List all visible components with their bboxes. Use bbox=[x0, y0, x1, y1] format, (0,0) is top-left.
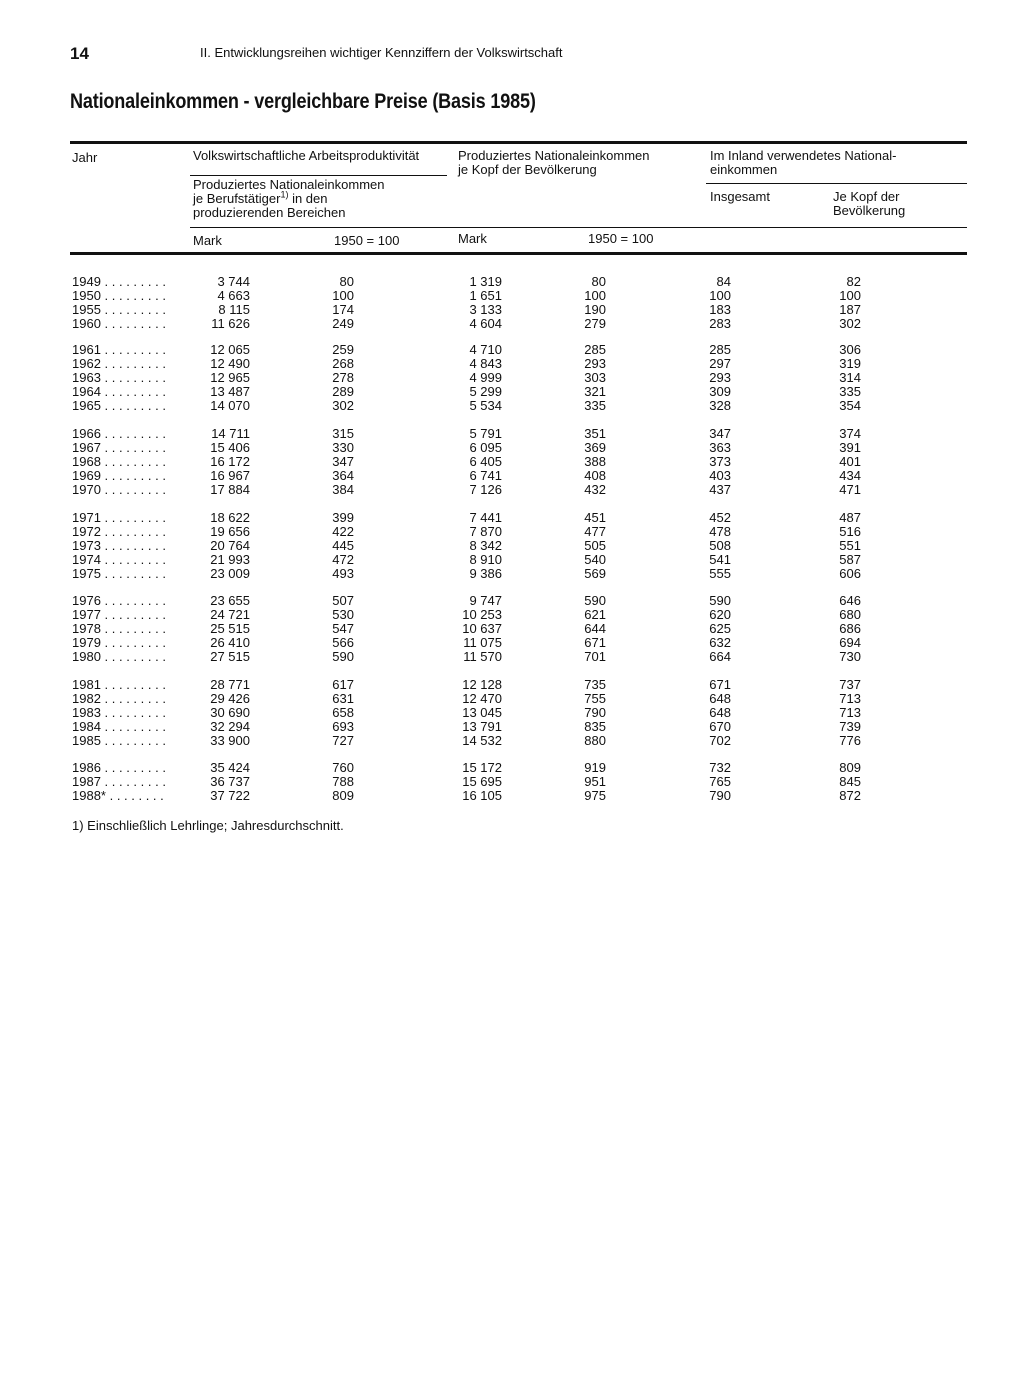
index-cell: 422 bbox=[332, 523, 354, 539]
index-cell: 335 bbox=[839, 383, 861, 399]
top-rule bbox=[70, 141, 967, 144]
index-cell: 516 bbox=[839, 523, 861, 539]
index-cell: 620 bbox=[709, 606, 731, 622]
index-cell: 776 bbox=[839, 732, 861, 748]
header-insgesamt: Insgesamt bbox=[710, 189, 770, 204]
index-cell: 760 bbox=[332, 760, 354, 775]
table-row bbox=[0, 441, 1024, 455]
index-cell: 590 bbox=[584, 593, 606, 608]
year-cell: 1982 . . . . . . . . . bbox=[72, 690, 166, 706]
value-cell: 19 656 bbox=[210, 523, 250, 539]
index-cell: 432 bbox=[584, 481, 606, 497]
table-row bbox=[0, 275, 1024, 289]
value-cell: 36 737 bbox=[210, 773, 250, 789]
index-cell: 555 bbox=[709, 565, 731, 581]
table-row bbox=[0, 469, 1024, 483]
value-cell: 8 115 bbox=[218, 301, 250, 317]
index-cell: 551 bbox=[839, 537, 861, 553]
index-cell: 809 bbox=[332, 787, 354, 803]
year-cell: 1964 . . . . . . . . . bbox=[72, 383, 166, 399]
index-cell: 100 bbox=[709, 287, 731, 303]
index-cell: 249 bbox=[332, 315, 354, 331]
index-cell: 686 bbox=[839, 620, 861, 636]
index-cell: 401 bbox=[839, 453, 861, 469]
table-row bbox=[0, 789, 1024, 803]
header-line: Im Inland verwendetes National- bbox=[710, 148, 897, 163]
value-cell: 11 626 bbox=[211, 315, 250, 331]
table-row bbox=[0, 678, 1024, 692]
value-cell: 11 570 bbox=[463, 648, 502, 664]
index-cell: 790 bbox=[584, 704, 606, 720]
value-cell: 21 993 bbox=[210, 551, 250, 567]
table-row bbox=[0, 539, 1024, 553]
index-cell: 566 bbox=[332, 634, 354, 650]
header-line: je Kopf der Bevölkerung bbox=[458, 162, 597, 177]
index-cell: 471 bbox=[839, 481, 861, 497]
index-cell: 408 bbox=[584, 467, 606, 483]
table-row bbox=[0, 427, 1024, 441]
index-cell: 452 bbox=[709, 510, 731, 525]
index-cell: 190 bbox=[584, 301, 606, 317]
index-cell: 569 bbox=[584, 565, 606, 581]
value-cell: 4 663 bbox=[217, 287, 250, 303]
value-cell: 9 386 bbox=[469, 565, 502, 581]
index-cell: 100 bbox=[332, 287, 354, 303]
year-cell: 1988* . . . . . . . . bbox=[72, 787, 164, 803]
index-cell: 713 bbox=[839, 704, 861, 720]
header-jahr: Jahr bbox=[72, 150, 98, 165]
header-je-kopf bbox=[833, 190, 905, 218]
index-cell: 680 bbox=[839, 606, 861, 622]
index-cell: 845 bbox=[839, 773, 861, 789]
index-cell: 335 bbox=[584, 397, 606, 413]
year-cell: 1966 . . . . . . . . . bbox=[72, 426, 166, 441]
year-cell: 1972 . . . . . . . . . bbox=[72, 523, 166, 539]
index-cell: 694 bbox=[839, 634, 861, 650]
rule-units bbox=[190, 227, 967, 228]
value-cell: 10 637 bbox=[462, 620, 502, 636]
page-number: 14 bbox=[70, 44, 89, 63]
value-cell: 4 710 bbox=[469, 342, 502, 357]
index-cell: 530 bbox=[332, 606, 354, 622]
table-row bbox=[0, 399, 1024, 413]
table-row bbox=[0, 483, 1024, 497]
running-head: II. Entwicklungsreihen wichtiger Kennziffern der Volkswirtschaft bbox=[200, 45, 563, 60]
year-cell: 1981 . . . . . . . . . bbox=[72, 677, 166, 692]
index-cell: 374 bbox=[839, 426, 861, 441]
value-cell: 8 342 bbox=[469, 537, 502, 553]
index-cell: 507 bbox=[332, 593, 354, 608]
index-cell: 478 bbox=[709, 523, 731, 539]
index-cell: 664 bbox=[709, 648, 731, 664]
value-cell: 12 128 bbox=[462, 677, 502, 692]
year-cell: 1976 . . . . . . . . . bbox=[72, 593, 166, 608]
index-cell: 403 bbox=[709, 467, 731, 483]
index-cell: 369 bbox=[584, 439, 606, 455]
index-cell: 880 bbox=[584, 732, 606, 748]
table-row bbox=[0, 303, 1024, 317]
index-cell: 351 bbox=[584, 426, 606, 441]
index-cell: 321 bbox=[584, 383, 606, 399]
index-cell: 732 bbox=[709, 760, 731, 775]
header-text: je Berufstätiger bbox=[193, 191, 281, 206]
value-cell: 4 843 bbox=[469, 355, 502, 371]
index-cell: 293 bbox=[584, 355, 606, 371]
index-cell: 278 bbox=[332, 369, 354, 385]
table-row bbox=[0, 608, 1024, 622]
index-cell: 279 bbox=[584, 315, 606, 331]
index-cell: 541 bbox=[709, 551, 731, 567]
index-cell: 80 bbox=[339, 274, 354, 289]
table-row bbox=[0, 371, 1024, 385]
table-row bbox=[0, 385, 1024, 399]
year-cell: 1986 . . . . . . . . . bbox=[72, 760, 166, 775]
index-cell: 621 bbox=[584, 606, 606, 622]
index-cell: 788 bbox=[332, 773, 354, 789]
index-cell: 951 bbox=[584, 773, 606, 789]
unit-index-1: 1950 = 100 bbox=[334, 233, 400, 248]
table-row bbox=[0, 761, 1024, 775]
index-cell: 82 bbox=[846, 274, 861, 289]
index-cell: 364 bbox=[332, 467, 354, 483]
year-cell: 1974 . . . . . . . . . bbox=[72, 551, 166, 567]
index-cell: 477 bbox=[584, 523, 606, 539]
year-cell: 1987 . . . . . . . . . bbox=[72, 773, 166, 789]
index-cell: 493 bbox=[332, 565, 354, 581]
value-cell: 10 253 bbox=[462, 606, 502, 622]
value-cell: 6 741 bbox=[469, 467, 502, 483]
unit-mark-1: Mark bbox=[193, 233, 222, 248]
index-cell: 809 bbox=[839, 760, 861, 775]
value-cell: 15 695 bbox=[462, 773, 502, 789]
header-produziert-je-berufstaetiger bbox=[193, 178, 384, 220]
year-cell: 1971 . . . . . . . . . bbox=[72, 510, 166, 525]
header-line: Produziertes Nationaleinkommen bbox=[193, 177, 385, 192]
value-cell: 33 900 bbox=[210, 732, 250, 748]
value-cell: 6 405 bbox=[469, 453, 502, 469]
value-cell: 29 426 bbox=[210, 690, 250, 706]
table-row bbox=[0, 317, 1024, 331]
header-arbeitsproduktivitaet: Volkswirtschaftliche Arbeitsproduktivität bbox=[193, 148, 420, 163]
value-cell: 3 744 bbox=[217, 274, 250, 289]
value-cell: 30 690 bbox=[210, 704, 250, 720]
table-row bbox=[0, 734, 1024, 748]
year-cell: 1968 . . . . . . . . . bbox=[72, 453, 166, 469]
index-cell: 508 bbox=[709, 537, 731, 553]
year-cell: 1985 . . . . . . . . . bbox=[72, 732, 166, 748]
value-cell: 25 515 bbox=[210, 620, 250, 636]
table-row bbox=[0, 650, 1024, 664]
index-cell: 739 bbox=[839, 718, 861, 734]
value-cell: 17 884 bbox=[210, 481, 250, 497]
year-cell: 1975 . . . . . . . . . bbox=[72, 565, 166, 581]
year-cell: 1961 . . . . . . . . . bbox=[72, 342, 166, 357]
value-cell: 15 172 bbox=[462, 760, 502, 775]
rule-arbeitsproduktivitaet bbox=[190, 175, 447, 176]
index-cell: 547 bbox=[332, 620, 354, 636]
header-bottom-rule bbox=[70, 252, 967, 255]
index-cell: 302 bbox=[839, 315, 861, 331]
value-cell: 35 424 bbox=[210, 760, 250, 775]
value-cell: 12 065 bbox=[210, 342, 250, 357]
index-cell: 297 bbox=[709, 355, 731, 371]
index-cell: 293 bbox=[709, 369, 731, 385]
index-cell: 306 bbox=[839, 342, 861, 357]
index-cell: 434 bbox=[839, 467, 861, 483]
table-row bbox=[0, 636, 1024, 650]
year-cell: 1970 . . . . . . . . . bbox=[72, 481, 166, 497]
header-line: Produziertes Nationaleinkommen bbox=[458, 148, 650, 163]
index-cell: 314 bbox=[839, 369, 861, 385]
index-cell: 735 bbox=[584, 677, 606, 692]
index-cell: 373 bbox=[709, 453, 731, 469]
index-cell: 702 bbox=[709, 732, 731, 748]
index-cell: 713 bbox=[839, 690, 861, 706]
value-cell: 14 532 bbox=[462, 732, 502, 748]
index-cell: 391 bbox=[839, 439, 861, 455]
index-cell: 644 bbox=[584, 620, 606, 636]
value-cell: 4 604 bbox=[469, 315, 502, 331]
index-cell: 671 bbox=[709, 677, 731, 692]
index-cell: 648 bbox=[709, 690, 731, 706]
value-cell: 16 105 bbox=[462, 787, 502, 803]
index-cell: 658 bbox=[332, 704, 354, 720]
value-cell: 16 967 bbox=[210, 467, 250, 483]
index-cell: 590 bbox=[332, 648, 354, 664]
table-row bbox=[0, 567, 1024, 581]
index-cell: 100 bbox=[584, 287, 606, 303]
table-row bbox=[0, 525, 1024, 539]
value-cell: 14 711 bbox=[211, 426, 250, 441]
year-cell: 1973 . . . . . . . . . bbox=[72, 537, 166, 553]
index-cell: 765 bbox=[709, 773, 731, 789]
unit-mark-2: Mark bbox=[458, 231, 487, 246]
index-cell: 302 bbox=[332, 397, 354, 413]
year-cell: 1978 . . . . . . . . . bbox=[72, 620, 166, 636]
index-cell: 505 bbox=[584, 537, 606, 553]
value-cell: 11 075 bbox=[463, 634, 502, 650]
index-cell: 283 bbox=[709, 315, 731, 331]
footnote-marker: 1) bbox=[280, 189, 289, 200]
index-cell: 730 bbox=[839, 648, 861, 664]
index-cell: 625 bbox=[709, 620, 731, 636]
value-cell: 28 771 bbox=[210, 677, 250, 692]
index-cell: 363 bbox=[709, 439, 731, 455]
index-cell: 309 bbox=[709, 383, 731, 399]
index-cell: 285 bbox=[709, 342, 731, 357]
value-cell: 5 791 bbox=[469, 426, 502, 441]
value-cell: 13 791 bbox=[462, 718, 502, 734]
value-cell: 3 133 bbox=[469, 301, 502, 317]
index-cell: 755 bbox=[584, 690, 606, 706]
index-cell: 259 bbox=[332, 342, 354, 357]
value-cell: 5 534 bbox=[469, 397, 502, 413]
value-cell: 1 651 bbox=[469, 287, 502, 303]
table-row bbox=[0, 511, 1024, 525]
index-cell: 384 bbox=[332, 481, 354, 497]
table-row bbox=[0, 706, 1024, 720]
table-row bbox=[0, 622, 1024, 636]
year-cell: 1963 . . . . . . . . . bbox=[72, 369, 166, 385]
table-row bbox=[0, 289, 1024, 303]
index-cell: 183 bbox=[709, 301, 731, 317]
index-cell: 693 bbox=[332, 718, 354, 734]
index-cell: 399 bbox=[332, 510, 354, 525]
value-cell: 12 965 bbox=[210, 369, 250, 385]
index-cell: 347 bbox=[332, 453, 354, 469]
table-title: Nationaleinkommen - vergleichbare Preise (Basis 1985) bbox=[70, 90, 536, 113]
header-produziert-je-kopf bbox=[458, 149, 649, 177]
value-cell: 12 470 bbox=[462, 690, 502, 706]
year-cell: 1967 . . . . . . . . . bbox=[72, 439, 166, 455]
index-cell: 671 bbox=[584, 634, 606, 650]
index-cell: 790 bbox=[709, 787, 731, 803]
year-cell: 1960 . . . . . . . . . bbox=[72, 315, 166, 331]
index-cell: 617 bbox=[332, 677, 354, 692]
header-inland-verwendet bbox=[710, 149, 896, 177]
value-cell: 32 294 bbox=[210, 718, 250, 734]
index-cell: 919 bbox=[584, 760, 606, 775]
index-cell: 445 bbox=[332, 537, 354, 553]
index-cell: 701 bbox=[584, 648, 606, 664]
index-cell: 670 bbox=[709, 718, 731, 734]
index-cell: 606 bbox=[839, 565, 861, 581]
index-cell: 632 bbox=[709, 634, 731, 650]
table-row bbox=[0, 357, 1024, 371]
header-line: Bevölkerung bbox=[833, 203, 906, 218]
index-cell: 872 bbox=[839, 787, 861, 803]
index-cell: 354 bbox=[839, 397, 861, 413]
year-cell: 1949 . . . . . . . . . bbox=[72, 274, 166, 289]
year-cell: 1965 . . . . . . . . . bbox=[72, 397, 166, 413]
year-cell: 1955 . . . . . . . . . bbox=[72, 301, 166, 317]
year-cell: 1983 . . . . . . . . . bbox=[72, 704, 166, 720]
year-cell: 1977 . . . . . . . . . bbox=[72, 606, 166, 622]
index-cell: 187 bbox=[839, 301, 861, 317]
index-cell: 285 bbox=[584, 342, 606, 357]
value-cell: 18 622 bbox=[210, 510, 250, 525]
index-cell: 648 bbox=[709, 704, 731, 720]
table-row bbox=[0, 553, 1024, 567]
index-cell: 835 bbox=[584, 718, 606, 734]
index-cell: 540 bbox=[584, 551, 606, 567]
year-cell: 1962 . . . . . . . . . bbox=[72, 355, 166, 371]
year-cell: 1984 . . . . . . . . . bbox=[72, 718, 166, 734]
year-cell: 1969 . . . . . . . . . bbox=[72, 467, 166, 483]
value-cell: 27 515 bbox=[210, 648, 250, 664]
value-cell: 4 999 bbox=[469, 369, 502, 385]
value-cell: 8 910 bbox=[469, 551, 502, 567]
value-cell: 1 319 bbox=[469, 274, 502, 289]
index-cell: 646 bbox=[839, 593, 861, 608]
index-cell: 315 bbox=[332, 426, 354, 441]
index-cell: 975 bbox=[584, 787, 606, 803]
value-cell: 7 441 bbox=[469, 510, 502, 525]
index-cell: 289 bbox=[332, 383, 354, 399]
index-cell: 330 bbox=[332, 439, 354, 455]
header-line: Je Kopf der bbox=[833, 189, 900, 204]
table-row bbox=[0, 594, 1024, 608]
value-cell: 26 410 bbox=[210, 634, 250, 650]
index-cell: 451 bbox=[584, 510, 606, 525]
index-cell: 100 bbox=[839, 287, 861, 303]
index-cell: 84 bbox=[716, 274, 731, 289]
header-line: einkommen bbox=[710, 162, 778, 177]
value-cell: 20 764 bbox=[210, 537, 250, 553]
year-cell: 1980 . . . . . . . . . bbox=[72, 648, 166, 664]
value-cell: 5 299 bbox=[469, 383, 502, 399]
value-cell: 15 406 bbox=[210, 439, 250, 455]
value-cell: 16 172 bbox=[210, 453, 250, 469]
index-cell: 487 bbox=[839, 510, 861, 525]
table-row bbox=[0, 775, 1024, 789]
value-cell: 7 126 bbox=[469, 481, 502, 497]
table-row bbox=[0, 343, 1024, 357]
index-cell: 737 bbox=[839, 677, 861, 692]
index-cell: 590 bbox=[709, 593, 731, 608]
table-row bbox=[0, 455, 1024, 469]
index-cell: 472 bbox=[332, 551, 354, 567]
value-cell: 13 045 bbox=[462, 704, 502, 720]
index-cell: 437 bbox=[709, 481, 731, 497]
value-cell: 12 490 bbox=[210, 355, 250, 371]
value-cell: 37 722 bbox=[210, 787, 250, 803]
index-cell: 631 bbox=[332, 690, 354, 706]
index-cell: 174 bbox=[332, 301, 354, 317]
value-cell: 13 487 bbox=[210, 383, 250, 399]
index-cell: 328 bbox=[709, 397, 731, 413]
unit-index-2: 1950 = 100 bbox=[588, 231, 654, 246]
index-cell: 587 bbox=[839, 551, 861, 567]
year-cell: 1979 . . . . . . . . . bbox=[72, 634, 166, 650]
value-cell: 23 655 bbox=[210, 593, 250, 608]
value-cell: 9 747 bbox=[469, 593, 502, 608]
header-line: produzierenden Bereichen bbox=[193, 205, 346, 220]
value-cell: 7 870 bbox=[469, 523, 502, 539]
value-cell: 23 009 bbox=[210, 565, 250, 581]
index-cell: 268 bbox=[332, 355, 354, 371]
value-cell: 24 721 bbox=[210, 606, 250, 622]
index-cell: 727 bbox=[332, 732, 354, 748]
index-cell: 80 bbox=[591, 274, 606, 289]
index-cell: 319 bbox=[839, 355, 861, 371]
header-line bbox=[193, 189, 384, 206]
index-cell: 347 bbox=[709, 426, 731, 441]
table-row bbox=[0, 720, 1024, 734]
index-cell: 303 bbox=[584, 369, 606, 385]
index-cell: 388 bbox=[584, 453, 606, 469]
header-text: in den bbox=[288, 191, 328, 206]
value-cell: 6 095 bbox=[469, 439, 502, 455]
year-cell: 1950 . . . . . . . . . bbox=[72, 287, 166, 303]
rule-inland bbox=[706, 183, 967, 184]
value-cell: 14 070 bbox=[210, 397, 250, 413]
table-row bbox=[0, 692, 1024, 706]
footnote: 1) Einschließlich Lehrlinge; Jahresdurchschnitt. bbox=[72, 818, 344, 833]
